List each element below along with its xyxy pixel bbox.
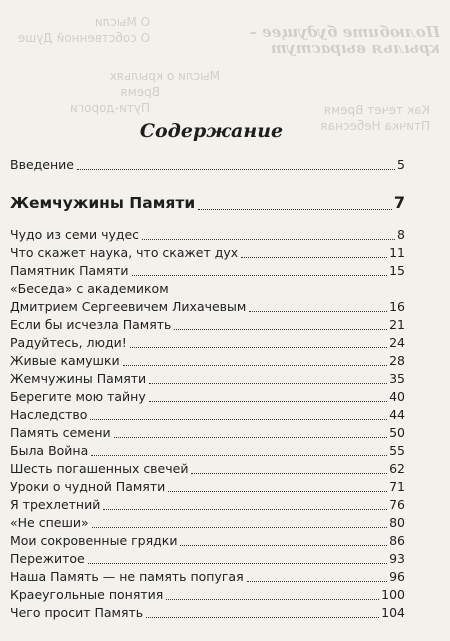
bleed-line: крылья вырастут <box>270 39 440 57</box>
toc-entry-label: Была Война <box>10 443 89 458</box>
bleed-line: Как течет Время <box>323 103 430 117</box>
toc-entry[interactable] <box>10 478 405 496</box>
leader-dots <box>180 545 387 546</box>
leader-dots <box>241 257 387 258</box>
toc-entry[interactable] <box>10 352 405 370</box>
table-of-contents <box>10 120 405 622</box>
toc-entry-label: Шесть погашенных свечей <box>10 461 189 476</box>
bleed-line: О Мысли <box>94 15 150 29</box>
leader-dots <box>114 437 387 438</box>
toc-entry-label: Дмитрием Сергеевичем Лихачевым <box>10 299 247 314</box>
toc-entry[interactable] <box>10 406 405 424</box>
toc-entry-label: Берегите мою тайну <box>10 389 146 404</box>
leader-dots <box>142 239 395 240</box>
leader-dots <box>249 311 387 312</box>
leader-dots <box>88 563 387 564</box>
toc-entry-page: 5 <box>397 157 405 172</box>
toc-entry-page: 35 <box>389 371 405 386</box>
toc-entry-page: 40 <box>389 389 405 404</box>
toc-entry[interactable] <box>10 496 405 514</box>
page-title: Содержание <box>139 120 284 142</box>
leader-dots <box>146 617 379 618</box>
toc-entry-label: Чего просит Память <box>10 605 144 620</box>
leader-dots <box>247 581 387 582</box>
toc-entry[interactable] <box>10 586 405 604</box>
toc-entry-label: Что скажет наука, что скажет дух <box>10 245 239 260</box>
bleed-line: Полюбите будущее – <box>249 23 440 41</box>
toc-entry-page: 80 <box>389 515 405 530</box>
bleed-line: Время <box>120 85 160 99</box>
leader-dots <box>103 509 387 510</box>
toc-entry[interactable] <box>10 442 405 460</box>
toc-entry-page: 55 <box>389 443 405 458</box>
toc-entry[interactable] <box>10 550 405 568</box>
toc-entry[interactable] <box>10 424 405 442</box>
toc-entry[interactable] <box>10 514 405 532</box>
toc-entry-label: «Не спеши» <box>10 515 89 530</box>
toc-entry-label: Если бы исчезла Память <box>10 317 172 332</box>
toc-entry[interactable] <box>10 460 405 478</box>
leader-dots <box>91 455 387 456</box>
bleed-line: Пути-дороги <box>70 101 150 115</box>
toc-entry[interactable] <box>10 334 405 352</box>
toc-entry-label: Радуйтесь, люди! <box>10 335 127 350</box>
toc-entry-page: 15 <box>389 263 405 278</box>
toc-entry-label: Введение <box>10 157 74 172</box>
leader-dots <box>130 347 387 348</box>
toc-entry-page: 24 <box>389 335 405 350</box>
toc-entry[interactable] <box>10 568 405 586</box>
toc-entry-intro[interactable] <box>10 156 405 174</box>
leader-dots <box>92 527 387 528</box>
toc-entry[interactable] <box>10 604 405 622</box>
toc-entry-page: 86 <box>389 533 405 548</box>
toc-entry-label: Наша Память — не память попугая <box>10 569 244 584</box>
toc-entry-page: 50 <box>389 425 405 440</box>
toc-entry-page: 16 <box>389 299 405 314</box>
toc-entry[interactable] <box>10 226 405 244</box>
leader-dots <box>168 491 387 492</box>
toc-entry-label: Чудо из семи чудес <box>10 227 140 242</box>
leader-dots <box>149 383 387 384</box>
leader-dots <box>132 275 388 276</box>
toc-section-page: 7 <box>393 193 405 212</box>
toc-section-label: Жемчужины Памяти <box>10 194 196 212</box>
toc-entry[interactable] <box>10 316 405 334</box>
bleed-line: Птичка Небесная <box>320 119 430 133</box>
toc-entry-label: Память семени <box>10 425 111 440</box>
bleed-line: О собственной Душе <box>17 31 150 45</box>
toc-entry-label: Я трехлетний <box>10 497 101 512</box>
toc-entry-page: 93 <box>389 551 405 566</box>
leader-dots <box>198 209 392 210</box>
toc-entry-label-line1[interactable]: «Беседа» с академиком <box>10 281 169 296</box>
toc-entry-label: Живые камушки <box>10 353 120 368</box>
toc-entry-label: Мои сокровенные грядки <box>10 533 178 548</box>
toc-entry-label: Наследство <box>10 407 88 422</box>
leader-dots <box>90 419 387 420</box>
toc-entry-page: 21 <box>389 317 405 332</box>
toc-entry-label: Пережитое <box>10 551 85 566</box>
toc-entry[interactable] <box>10 388 405 406</box>
toc-entry-page: 11 <box>389 245 405 260</box>
toc-entry-page: 71 <box>389 479 405 494</box>
toc-entry-page: 104 <box>381 605 405 620</box>
leader-dots <box>191 473 387 474</box>
leader-dots <box>149 401 387 402</box>
toc-entry-label: Памятник Памяти <box>10 263 129 278</box>
toc-entry[interactable] <box>10 532 405 550</box>
toc-entry[interactable] <box>10 262 405 280</box>
toc-entry-label: Жемчужины Памяти <box>10 371 147 386</box>
toc-entry-label: Уроки о чудной Памяти <box>10 479 166 494</box>
toc-entry-page: 62 <box>389 461 405 476</box>
toc-entry[interactable] <box>10 298 405 316</box>
leader-dots <box>77 169 395 170</box>
toc-entry[interactable] <box>10 370 405 388</box>
toc-entry-page: 28 <box>389 353 405 368</box>
toc-section-heading[interactable] <box>10 192 405 214</box>
toc-entry[interactable] <box>10 244 405 262</box>
toc-entry-page: 96 <box>389 569 405 584</box>
leader-dots <box>174 329 387 330</box>
toc-entry-page: 44 <box>389 407 405 422</box>
leader-dots <box>166 599 379 600</box>
bleed-line: Мысли о крыльях <box>109 69 220 83</box>
toc-entry-label: Краеугольные понятия <box>10 587 164 602</box>
leader-dots <box>123 365 387 366</box>
toc-entry-page: 100 <box>381 587 405 602</box>
toc-entry-page: 8 <box>397 227 405 242</box>
toc-entry-page: 76 <box>389 497 405 512</box>
